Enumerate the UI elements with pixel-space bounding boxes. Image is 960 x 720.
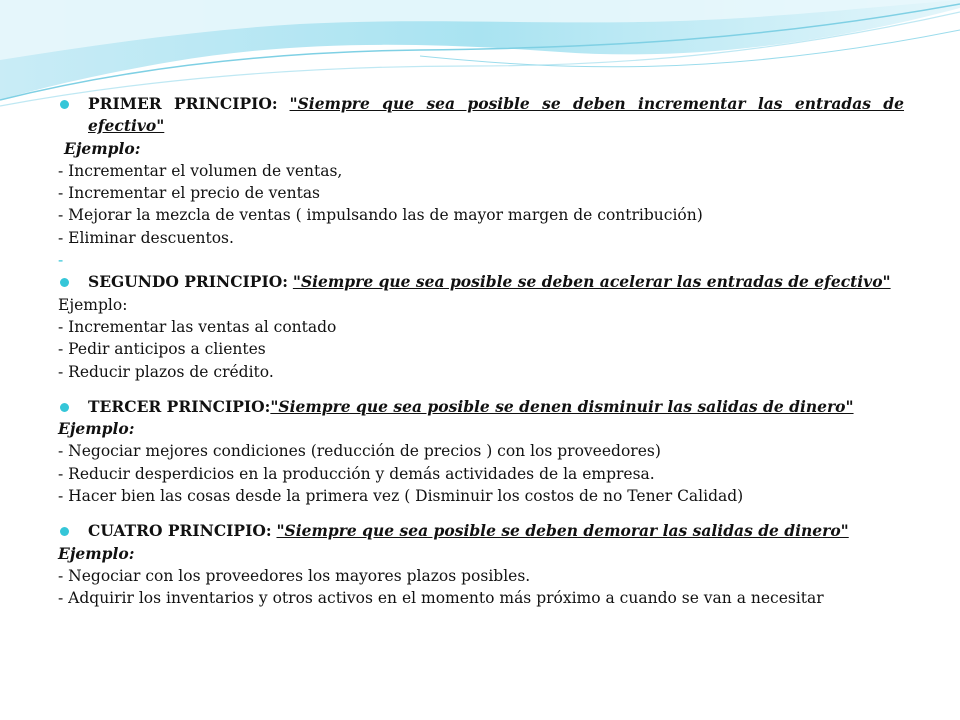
principles-content (58, 93, 904, 610)
section-gap (58, 507, 904, 520)
list-item: - Hacer bien las cosas desde la primera vez ( Disminuir los costos de no Tener Calidad) (58, 487, 744, 506)
list-item: - Eliminar descuentos. (58, 228, 234, 247)
principle-quote: "Siempre que sea posible se deben acelerar las entradas de efectivo" (292, 272, 891, 292)
example-label: Ejemplo: (64, 138, 141, 158)
bullet-icon (60, 403, 69, 412)
principle-1 (58, 93, 904, 138)
section-gap (58, 383, 904, 396)
principle-3 (58, 396, 904, 418)
list-item: - Reducir plazos de crédito. (58, 362, 274, 381)
principle-title: CUATRO PRINCIPIO: (88, 521, 272, 541)
principle-title: TERCER PRINCIPIO: (88, 396, 271, 416)
list-item: - Negociar con los proveedores los mayores plazos posibles. (58, 566, 531, 585)
principle-title: SEGUNDO PRINCIPIO: (88, 272, 288, 292)
principle-4 (58, 520, 904, 542)
list-item: - Pedir anticipos a clientes (58, 340, 266, 359)
list-item: - Reducir desperdicios en la producción y demás actividades de la empresa. (58, 464, 655, 483)
list-item: - Incrementar el precio de ventas (58, 184, 321, 203)
empty-dash-line: - (58, 251, 64, 270)
example-label: Ejemplo: (58, 295, 128, 314)
list-item: - Adquirir los inventarios y otros activos en el momento más próximo a cuando se van a necesitar (58, 589, 824, 608)
principle-2 (58, 271, 904, 293)
principle-quote: "Siempre que sea posible se deben incrementar las entradas de efectivo" (88, 94, 905, 136)
bullet-icon (60, 278, 69, 287)
list-item: - Incrementar el volumen de ventas, (58, 161, 343, 180)
principle-quote: "Siempre que sea posible se deben demorar las salidas de dinero" (276, 521, 849, 541)
principle-title: PRIMER PRINCIPIO: (88, 94, 278, 113)
bullet-icon (60, 100, 69, 109)
example-label: Ejemplo: (58, 543, 135, 563)
bullet-icon (60, 527, 69, 536)
example-label: Ejemplo: (58, 419, 135, 439)
list-item: - Negociar mejores condiciones (reducción de precios ) con los proveedores) (58, 442, 661, 461)
list-item: - Mejorar la mezcla de ventas ( impulsando las de mayor margen de contribución) (58, 206, 703, 225)
list-item: - Incrementar las ventas al contado (58, 317, 337, 336)
principle-quote: "Siempre que sea posible se denen disminuir las salidas de dinero" (270, 396, 854, 416)
